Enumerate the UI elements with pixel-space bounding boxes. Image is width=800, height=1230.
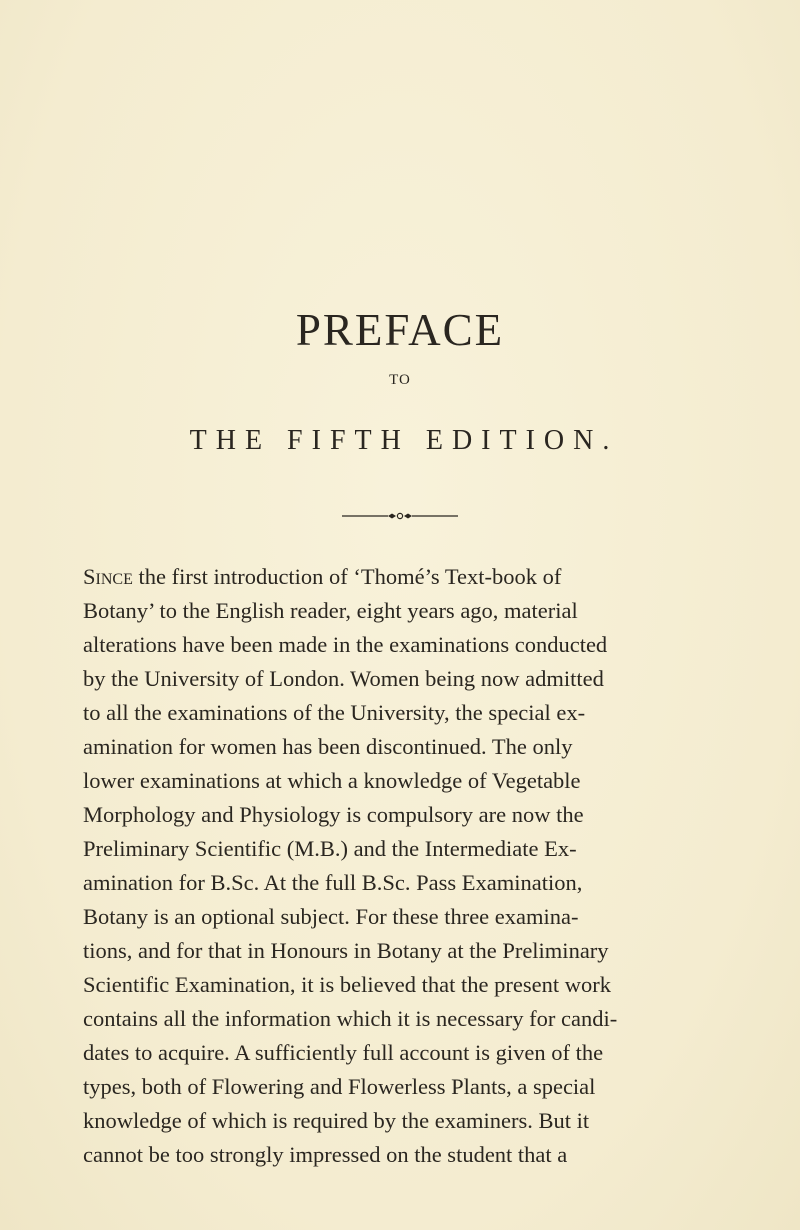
title-connector: TO — [389, 372, 411, 388]
page-title: PREFACE — [295, 305, 505, 355]
ornamental-rule — [340, 510, 460, 522]
lead-word: Since — [83, 564, 133, 589]
page-subtitle: THE FIFTH EDITION. — [189, 425, 619, 456]
preface-paragraph — [83, 560, 710, 1172]
paragraph-text: the first introduction of ‘Thomé’s Text-book of Botany’ to the English reader, eight years ago, material alterations have been made in the examinations conducted by the University of London. Women being now admitted to all the examinations of the University, the special ex- amination for women has been discontinued. The only lower examinations at which a knowledge of Vegetable Morphology and Physiology is compulsory are now the Preliminary Scientific (M.B.) and the Intermediate Ex- amination for B.Sc. At the full B.Sc. Pass Examination, Botany is an optional subject. For these three examina- tions, and for that in Honours in Botany at the Preliminary Scientific Examination, it is believed that the present work contains all the information which it is necessary for candi- dates to acquire. A sufficiently full account is given of the types, both of Flowering and Flowerless Plants, a special knowledge of which is required by the examiners. But it cannot be too strongly impressed on the student that a — [83, 564, 618, 1167]
